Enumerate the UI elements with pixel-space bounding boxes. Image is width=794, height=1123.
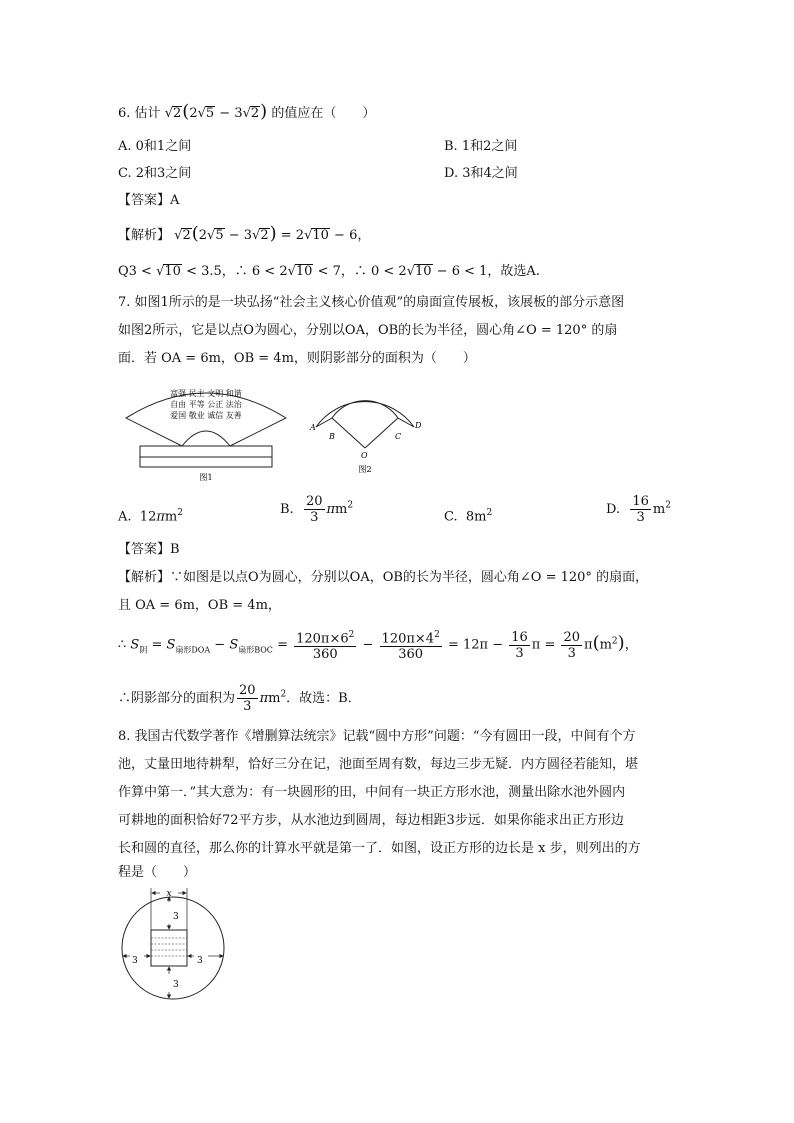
fig2-label-c: C [395, 432, 402, 441]
q8-figure [118, 886, 228, 1004]
fig2-label-b: B [329, 432, 335, 441]
q6-stem: 6. 估计 √2(2√5 − 3√2) 的值应在（ ） [118, 101, 376, 122]
q8-dist-left: 3 [132, 956, 138, 966]
q6-option-a: A. 0和1之间 [118, 139, 192, 154]
q6-option-b: B. 1和2之间 [444, 139, 518, 154]
q7-option-d: D. $\frac{16}{3}$ $m^2$ [606, 494, 671, 525]
q8-dist-right: 3 [197, 956, 203, 966]
fig2-label-a: A [310, 423, 316, 432]
q6-expression: √2(2√5 − 3√2) [164, 101, 268, 122]
q8-x-label: x [166, 889, 172, 899]
q6-answer: 【答案】A [118, 193, 180, 208]
fig2-caption: 图2 [358, 465, 372, 474]
q8-line3: 作算中第一．”其大意为：有一块圆形的田，中间有一块正方形水池，测量出除水池外圆内 [118, 785, 626, 800]
fig1-row-1: 富强 民主 文明 和谐 [170, 389, 242, 398]
q6-analysis: 【解析】 √2(2√5 − 3√2) = 2√10 − 6， [118, 223, 371, 244]
fig2-label-o: O [361, 451, 368, 460]
q7-analysis-2: 且 OA = 6m，OB = 4m， [118, 598, 281, 613]
fig1-row-3: 爱国 敬业 诚信 友善 [170, 411, 242, 420]
q6-option-c: C. 2和3之间 [118, 166, 192, 181]
q8-line4: 可耕地的面积恰好72平方步，从水池边到圆周，每边相距3步远．如果你能求出正方形边 [118, 813, 624, 828]
q8-line1: 8. 我国古代数学著作《增删算法统宗》记载“圆中方形”问题：“今有圆田一段，中间有个方 [118, 729, 636, 744]
q8-dist-top: 3 [173, 912, 179, 922]
q6-reason: Q3 < √10 < 3.5，∴ 6 < 2√10 < 7，∴ 0 < 2√10 − 6 < 1，故选A. [118, 264, 540, 279]
q7-line1: 7. 如图1所示的是一块弘扬“社会主义核心价值观”的扇面宣传展板，该展板的部分示意图 [118, 295, 625, 310]
q8-line6: 程是（ ） [118, 865, 197, 880]
q6-analysis-math: √2(2√5 − 3√2) = 2√10 − 6 [174, 223, 358, 244]
q8-line2: 池，丈量田地待耕犁，恰好三分在记，池面至周有数，每边三步无疑．内方圆径若能知，堪 [118, 757, 639, 772]
q7-analysis-4: ∴阴影部分的面积为 $\frac{20}{3}$ $\pi m^2$．故选：B． [118, 683, 361, 714]
q6-option-d: D. 3和4之间 [444, 166, 518, 181]
fig1-caption: 图1 [199, 473, 213, 482]
q7-line3: 面．若 OA = 6m，OB = 4m，则阴影部分的面积为（ ） [118, 351, 476, 366]
q7-figure-2 [305, 376, 425, 476]
q7-analysis-3: ∴ $S_阴 = S_{扇形DOA} - S_{扇形BOC}$ = $\frac{120\pi\times 6^2}{360}$ − $\frac{120\pi\times 4^2}{360}$ = 12π − $\frac{16}{3}$ π = $\frac{20}{3}$ $\pi(m^2)$， [118, 629, 638, 663]
q8-dist-bottom: 3 [173, 980, 179, 990]
q7-figure-1 [120, 376, 290, 486]
fig1-row-2: 自由 平等 公正 法治 [170, 400, 242, 409]
q7-option-c: C. $8m^2$ [444, 508, 493, 525]
q7-answer: 【答案】B [118, 542, 180, 557]
q7-line2: 如图2所示，它是以点O为圆心，分别以OA，OB的长为半径，圆心角∠O = 120° 的扇 [118, 323, 618, 338]
q7-analysis-1: 【解析】∵如图是以点O为圆心，分别以OA，OB的长为半径，圆心角∠O = 120° 的扇面， [118, 570, 649, 585]
q7-option-a: A. $12\pi m^2$ [118, 508, 183, 525]
fig2-label-d: D [415, 421, 422, 430]
q8-line5: 长和圆的直径，那么你的计算水平就是第一了．如图，设正方形的边长是 x 步，则列出的方 [118, 841, 641, 856]
q7-option-b: B. $\frac{20}{3}$ $\pi m^2$ [280, 494, 354, 525]
